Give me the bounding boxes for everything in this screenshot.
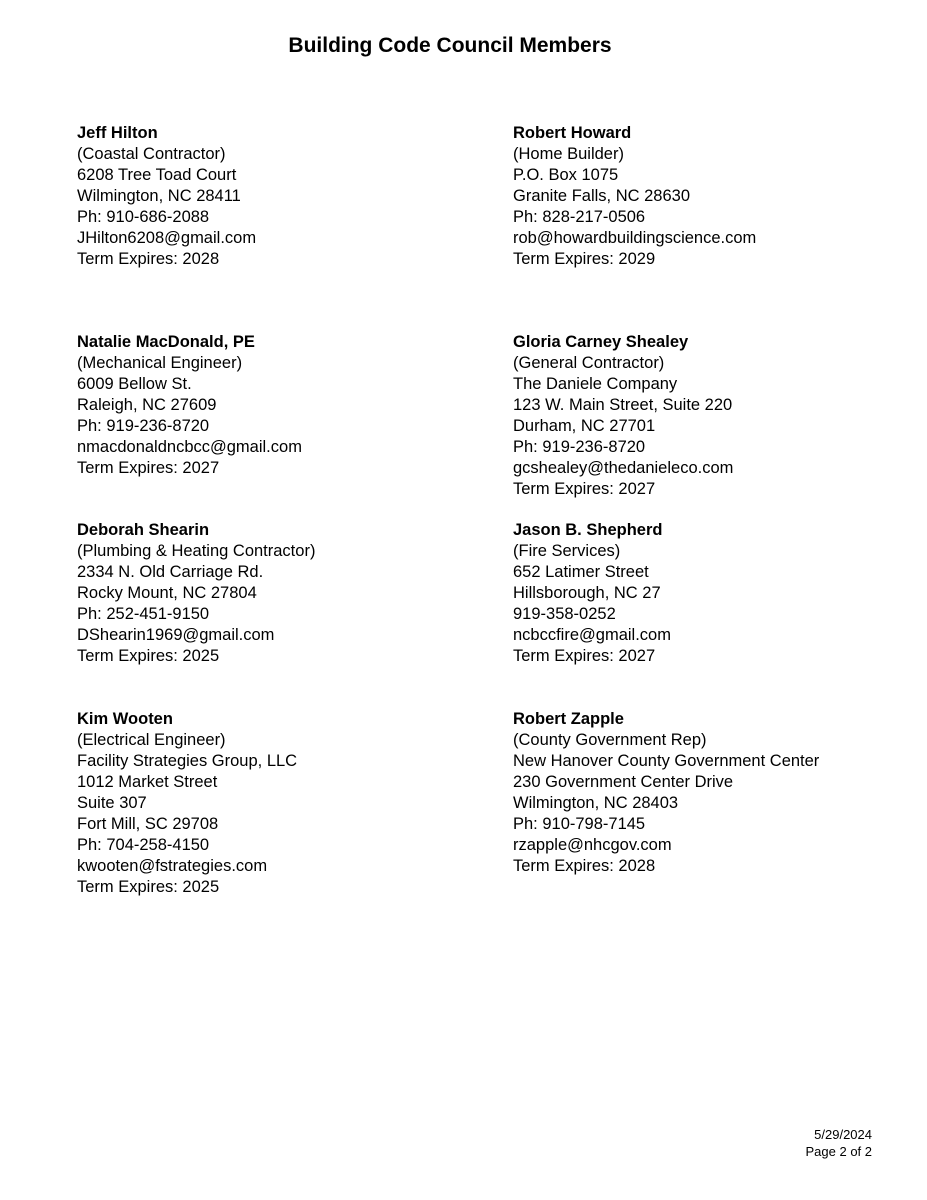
member-phone: Ph: 910-798-7145 <box>513 815 646 833</box>
member-entry <box>77 709 297 898</box>
member-role: (Home Builder) <box>513 145 624 163</box>
member-address-line: Fort Mill, SC 29708 <box>77 815 219 833</box>
member-email: ncbccfire@gmail.com <box>513 626 671 644</box>
member-term: Term Expires: 2025 <box>77 647 220 665</box>
member-term: Term Expires: 2027 <box>513 647 656 665</box>
member-address-line: Wilmington, NC 28411 <box>77 187 241 205</box>
member-email: nmacdonaldncbcc@gmail.com <box>77 438 302 456</box>
member-term: Term Expires: 2027 <box>77 459 220 477</box>
member-address-line: Raleigh, NC 27609 <box>77 396 217 414</box>
member-name: Natalie MacDonald, PE <box>77 333 255 351</box>
member-entry <box>513 709 819 877</box>
member-name: Deborah Shearin <box>77 521 210 539</box>
member-address-line: 6208 Tree Toad Court <box>77 166 237 184</box>
member-term: Term Expires: 2028 <box>77 250 220 268</box>
member-entry <box>513 520 671 667</box>
member-address-line: Facility Strategies Group, LLC <box>77 752 298 770</box>
member-phone: Ph: 919-236-8720 <box>77 417 210 435</box>
member-entry <box>77 123 256 270</box>
member-role: (County Government Rep) <box>513 731 707 749</box>
member-address-line: New Hanover County Government Center <box>513 752 820 770</box>
member-role: (Plumbing & Heating Contractor) <box>77 542 316 560</box>
member-address-line: 230 Government Center Drive <box>513 773 734 791</box>
member-name: Kim Wooten <box>77 710 173 728</box>
member-phone: Ph: 910-686-2088 <box>77 208 210 226</box>
member-entry <box>513 123 756 270</box>
member-address-line: 2334 N. Old Carriage Rd. <box>77 563 264 581</box>
member-name: Jeff Hilton <box>77 124 158 142</box>
member-term: Term Expires: 2027 <box>513 480 656 498</box>
page-title: Building Code Council Members <box>288 34 612 57</box>
member-phone: Ph: 704-258-4150 <box>77 836 210 854</box>
member-entry <box>77 332 302 479</box>
member-phone: Ph: 252-451-9150 <box>77 605 210 623</box>
member-address-line: P.O. Box 1075 <box>513 166 619 184</box>
member-address-line: Granite Falls, NC 28630 <box>513 187 690 205</box>
member-email: gcshealey@thedanieleco.com <box>513 459 734 477</box>
member-address-line: Suite 307 <box>77 794 147 812</box>
member-name: Gloria Carney Shealey <box>513 333 689 351</box>
member-role: (Mechanical Engineer) <box>77 354 243 372</box>
member-role: (Coastal Contractor) <box>77 145 226 163</box>
member-term: Term Expires: 2028 <box>513 857 656 875</box>
member-address-line: 123 W. Main Street, Suite 220 <box>513 396 733 414</box>
member-address-line: Durham, NC 27701 <box>513 417 656 435</box>
member-name: Robert Howard <box>513 124 632 142</box>
member-term: Term Expires: 2029 <box>513 250 656 268</box>
member-name: Jason B. Shepherd <box>513 521 663 539</box>
member-phone: Ph: 919-236-8720 <box>513 438 646 456</box>
page-footer <box>806 1126 873 1160</box>
member-name: Robert Zapple <box>513 710 624 728</box>
member-address-line: 6009 Bellow St. <box>77 375 192 393</box>
member-address-line: Wilmington, NC 28403 <box>513 794 679 812</box>
member-email: DShearin1969@gmail.com <box>77 626 275 644</box>
member-address-line: Hillsborough, NC 27 <box>513 584 661 602</box>
footer-page-number: Page 2 of 2 <box>805 1144 872 1159</box>
member-entry <box>77 520 315 667</box>
member-role: (Electrical Engineer) <box>77 731 226 749</box>
member-address-line: Rocky Mount, NC 27804 <box>77 584 257 602</box>
footer-date: 5/29/2024 <box>814 1127 872 1142</box>
member-email: rzapple@nhcgov.com <box>513 836 672 854</box>
member-email: rob@howardbuildingscience.com <box>513 229 757 247</box>
member-term: Term Expires: 2025 <box>77 878 220 896</box>
member-address-line: The Daniele Company <box>513 375 678 393</box>
member-phone: Ph: 828-217-0506 <box>513 208 646 226</box>
member-role: (Fire Services) <box>513 542 621 560</box>
member-entry <box>513 332 733 500</box>
member-phone: 919-358-0252 <box>513 605 616 623</box>
member-role: (General Contractor) <box>513 354 665 372</box>
member-address-line: 652 Latimer Street <box>513 563 649 581</box>
member-email: kwooten@fstrategies.com <box>77 857 268 875</box>
member-email: JHilton6208@gmail.com <box>77 229 257 247</box>
member-address-line: 1012 Market Street <box>77 773 218 791</box>
